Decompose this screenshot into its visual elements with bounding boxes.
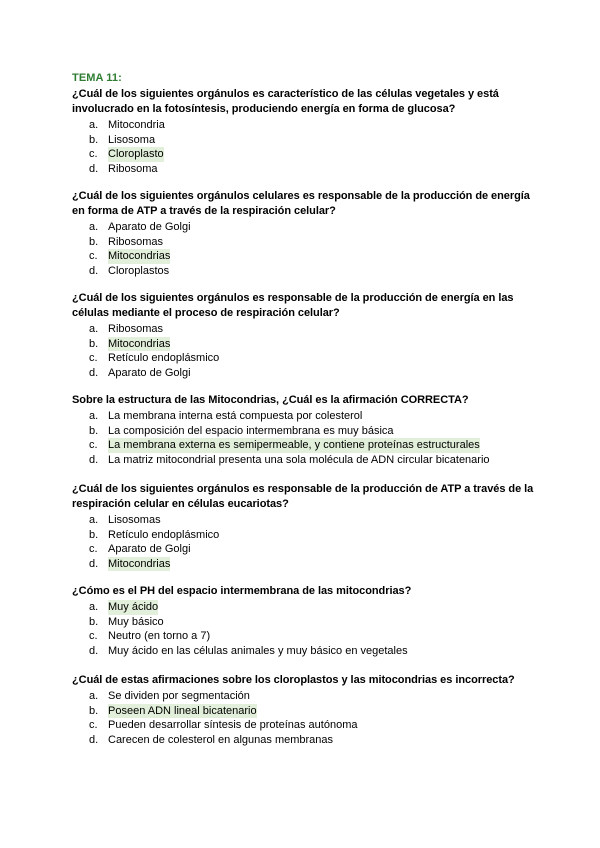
question-block — [72, 393, 542, 467]
option-text: Muy ácido — [108, 601, 159, 613]
option-text: Cloroplasto — [108, 148, 164, 161]
option-text: Carecen de colesterol en algunas membranas — [108, 733, 334, 746]
option-letter: c. — [89, 439, 98, 452]
option-item — [72, 162, 542, 177]
option-item — [72, 629, 542, 644]
option-text: Lisosoma — [108, 133, 156, 146]
option-letter: d. — [89, 557, 99, 570]
option-text: Retículo endoplásmico — [108, 528, 220, 541]
option-text: Aparato de Golgi — [108, 543, 191, 556]
option-list — [72, 409, 542, 467]
question-text: ¿Cuál de los siguientes orgánulos es responsable de la producción de energía en las células mediante el proceso de respiración celular? — [72, 292, 514, 319]
option-text: Se dividen por segmentación — [108, 690, 250, 702]
option-letter: c. — [89, 250, 98, 263]
option-list — [72, 322, 542, 380]
option-letter: c. — [89, 352, 98, 365]
option-list — [72, 689, 542, 747]
question-block — [72, 189, 542, 278]
option-item — [72, 528, 542, 543]
option-letter: b. — [89, 235, 99, 248]
option-list — [72, 118, 542, 176]
option-item — [72, 615, 542, 630]
option-letter: a. — [89, 323, 99, 335]
option-text: Ribosoma — [108, 162, 158, 175]
option-letter: a. — [89, 514, 99, 526]
option-item — [72, 438, 542, 453]
option-list — [72, 220, 542, 278]
option-item — [72, 733, 542, 748]
option-text: Muy básico — [108, 615, 164, 628]
option-letter: c. — [89, 148, 98, 161]
option-item — [72, 718, 542, 733]
option-item — [72, 322, 542, 337]
option-text: La membrana interna está compuesta por colesterol — [108, 410, 363, 422]
option-item — [72, 366, 542, 381]
option-text: Mitocondrias — [108, 337, 171, 350]
option-letter: d. — [89, 264, 99, 277]
option-text: Retículo endoplásmico — [108, 352, 220, 365]
option-text: La membrana externa es semipermeable, y contiene proteínas estructurales — [108, 439, 480, 452]
option-letter: b. — [89, 615, 99, 628]
option-text: Aparato de Golgi — [108, 366, 191, 379]
option-text: La matriz mitocondrial presenta una sola molécula de ADN circular bicatenario — [108, 453, 490, 466]
option-text: Mitocondrias — [108, 557, 171, 570]
question-text: ¿Cuál de los siguientes orgánulos celulares es responsable de la producción de energía en forma de ATP a través de la respiración celular? — [72, 190, 530, 217]
option-text: Mitocondrias — [108, 250, 171, 263]
option-letter: a. — [89, 601, 99, 613]
question-block — [72, 87, 542, 176]
option-text: Neutro (en torno a 7) — [108, 630, 211, 643]
option-text: La composición del espacio intermembrana es muy básica — [108, 424, 394, 437]
question-text: ¿Cuál de los siguientes orgánulos es responsable de la producción de ATP a través de la respiración celular en células eucariotas? — [72, 483, 534, 510]
option-text: Pueden desarrollar síntesis de proteínas autónoma — [108, 719, 358, 732]
option-item — [72, 600, 542, 615]
option-item — [72, 704, 542, 719]
question-block — [72, 482, 542, 571]
question-text: Sobre la estructura de las Mitocondrias, ¿Cuál es la afirmación CORRECTA? — [72, 394, 469, 406]
option-list — [72, 513, 542, 571]
option-item — [72, 557, 542, 572]
option-item — [72, 542, 542, 557]
question-block — [72, 673, 542, 747]
option-letter: a. — [89, 410, 99, 422]
option-letter: d. — [89, 644, 99, 657]
option-letter: c. — [89, 543, 98, 556]
option-item — [72, 351, 542, 366]
option-letter: b. — [89, 337, 99, 350]
option-letter: d. — [89, 453, 99, 466]
question-text: ¿Cuál de los siguientes orgánulos es característico de las células vegetales y está involucrado en la fotosíntesis, produciendo energía en forma de glucosa? — [72, 88, 499, 115]
option-item — [72, 513, 542, 528]
option-letter: b. — [89, 528, 99, 541]
question-text: ¿Cómo es el PH del espacio intermembrana de las mitocondrias? — [72, 585, 412, 597]
section-title: TEMA 11: — [72, 72, 122, 84]
option-item — [72, 644, 542, 659]
option-letter: a. — [89, 690, 99, 702]
option-text: Aparato de Golgi — [108, 221, 191, 233]
option-item — [72, 409, 542, 424]
option-text: Muy ácido en las células animales y muy básico en vegetales — [108, 644, 408, 657]
option-text: Cloroplastos — [108, 264, 170, 277]
option-item — [72, 337, 542, 352]
option-item — [72, 264, 542, 279]
option-letter: d. — [89, 366, 99, 379]
option-text: Poseen ADN lineal bicatenario — [108, 704, 257, 717]
option-letter: a. — [89, 119, 99, 131]
option-letter: d. — [89, 162, 99, 175]
option-item — [72, 249, 542, 264]
option-letter: b. — [89, 424, 99, 437]
option-letter: d. — [89, 733, 99, 746]
option-text: Lisosomas — [108, 514, 161, 526]
option-item — [72, 453, 542, 468]
option-letter: a. — [89, 221, 99, 233]
option-letter: c. — [89, 719, 98, 732]
option-letter: b. — [89, 704, 99, 717]
option-item — [72, 133, 542, 148]
question-block — [72, 584, 542, 658]
option-letter: b. — [89, 133, 99, 146]
option-item — [72, 147, 542, 162]
option-item — [72, 118, 542, 133]
option-item — [72, 235, 542, 250]
option-text: Mitocondria — [108, 119, 165, 131]
option-text: Ribosomas — [108, 235, 164, 248]
option-item — [72, 689, 542, 704]
option-letter: c. — [89, 630, 98, 643]
option-item — [72, 220, 542, 235]
option-item — [72, 424, 542, 439]
question-block — [72, 291, 542, 380]
question-text: ¿Cuál de estas afirmaciones sobre los cloroplastos y las mitocondrias es incorrecta? — [72, 674, 515, 686]
option-list — [72, 600, 542, 658]
option-text: Ribosomas — [108, 323, 164, 335]
